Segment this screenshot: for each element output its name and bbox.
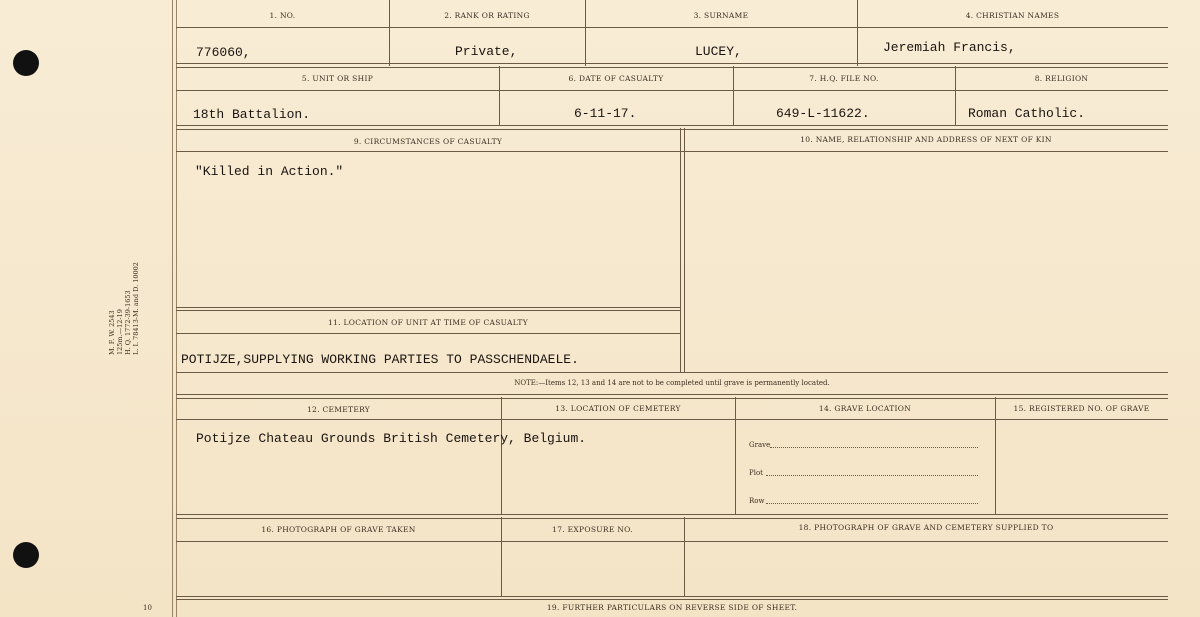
- divider: [857, 0, 858, 66]
- note-text: NOTE:—Items 12, 13 and 14 are not to be completed until grave is permanently located.: [514, 379, 830, 387]
- form-codes: [108, 255, 140, 355]
- punch-hole-top: [13, 50, 39, 76]
- divider: [680, 128, 681, 372]
- margin-line: [172, 0, 173, 617]
- divider: [176, 63, 1168, 68]
- label-christian-names: 4. CHRISTIAN NAMES: [965, 11, 1060, 20]
- label-location-of-unit: 11. LOCATION OF UNIT AT TIME OF CASUALTY: [328, 318, 528, 327]
- label-next-of-kin: 10. NAME, RELATIONSHIP AND ADDRESS OF NEXT OF KIN: [800, 135, 1052, 144]
- divider: [176, 599, 1168, 600]
- label-photograph-supplied: 18. PHOTOGRAPH OF GRAVE AND CEMETERY SUPPLIED TO: [798, 523, 1054, 532]
- value-christian-names: Jeremiah Francis,: [883, 40, 1016, 55]
- divider: [176, 394, 1168, 399]
- value-no: 776060,: [196, 45, 251, 60]
- divider: [995, 397, 996, 515]
- value-unit: 18th Battalion.: [193, 107, 311, 122]
- label-date: 6. DATE OF CASUALTY: [568, 74, 664, 83]
- grave-field-label: Grave: [749, 441, 771, 449]
- divider: [176, 310, 680, 311]
- divider: [585, 0, 586, 66]
- form-code: H. Q. 1772-39-1653: [124, 290, 132, 355]
- label-cemetery-location: 13. LOCATION OF CEMETERY: [555, 404, 681, 413]
- value-cemetery: Potijze Chateau Grounds British Cemetery, Belgium.: [196, 431, 587, 446]
- label-surname: 3. SURNAME: [693, 11, 749, 20]
- divider: [735, 397, 736, 515]
- label-file: 7. H.Q. FILE NO.: [809, 74, 879, 83]
- bottom-mark: 10: [143, 604, 152, 612]
- label-no: 1. NO.: [269, 11, 296, 20]
- label-circumstances: 9. CIRCUMSTANCES OF CASUALTY: [353, 137, 503, 146]
- value-circumstances: "Killed in Action.": [195, 164, 344, 179]
- label-exposure-no: 17. EXPOSURE NO.: [552, 525, 633, 534]
- divider: [176, 90, 1168, 91]
- divider: [176, 596, 1168, 597]
- divider: [176, 541, 1168, 542]
- value-location-of-unit: POTIJZE,SUPPLYING WORKING PARTIES TO PASSCHENDAELE.: [181, 352, 579, 367]
- label-registered-no: 15. REGISTERED NO. OF GRAVE: [1013, 404, 1150, 413]
- grave-field-line: [770, 447, 978, 448]
- value-surname: LUCEY,: [695, 44, 742, 59]
- divider: [176, 125, 1168, 130]
- divider: [176, 514, 1168, 519]
- row-field-line: [766, 503, 978, 504]
- divider: [501, 397, 502, 515]
- value-date: 6-11-17.: [574, 106, 637, 121]
- row-field-label: Row: [749, 497, 765, 505]
- divider: [176, 151, 1168, 152]
- divider: [176, 307, 680, 308]
- label-grave-location: 14. GRAVE LOCATION: [818, 404, 912, 413]
- divider: [389, 0, 390, 66]
- value-file: 649-L-11622.: [776, 106, 870, 121]
- label-cemetery: 12. CEMETERY: [306, 405, 371, 414]
- divider: [176, 27, 1168, 28]
- label-unit: 5. UNIT OR SHIP: [301, 74, 374, 83]
- divider: [176, 419, 1168, 420]
- form-code: M. F. W. 2543: [108, 310, 116, 355]
- punch-hole-bottom: [13, 542, 39, 568]
- form-code: 125m.—12-19: [116, 309, 124, 355]
- form-code: L. I. 78413-M. and D. 10002: [132, 262, 140, 355]
- label-photograph-taken: 16. PHOTOGRAPH OF GRAVE TAKEN: [261, 525, 416, 534]
- plot-field-line: [766, 475, 978, 476]
- label-rank: 2. RANK OR RATING: [444, 11, 530, 20]
- plot-field-label: Plot: [749, 469, 763, 477]
- footer-note: 19. FURTHER PARTICULARS ON REVERSE SIDE OF SHEET.: [546, 603, 798, 612]
- label-religion: 8. RELIGION: [1034, 74, 1089, 83]
- value-rank: Private,: [455, 44, 518, 59]
- divider: [176, 372, 1168, 373]
- divider: [176, 333, 680, 334]
- divider: [684, 128, 685, 372]
- value-religion: Roman Catholic.: [968, 106, 1086, 121]
